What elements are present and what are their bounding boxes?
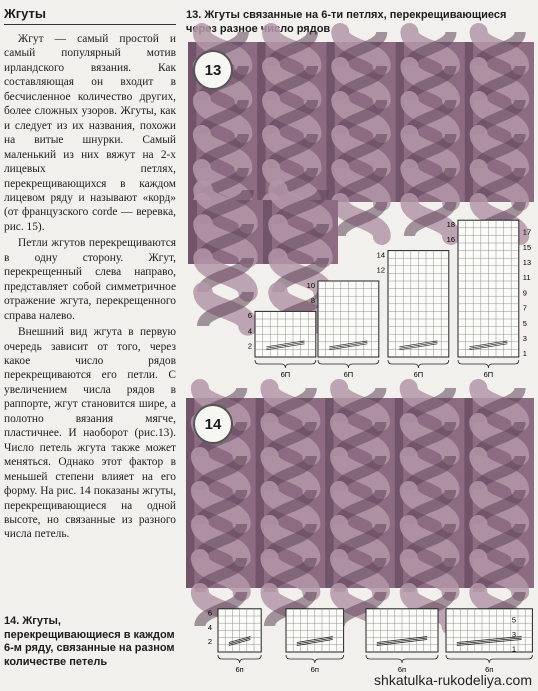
row-number: 1 bbox=[511, 644, 516, 654]
watermark: shkatulka-rukodeliya.com bbox=[374, 672, 532, 688]
row-number: 17 bbox=[522, 227, 532, 237]
stitch-chart bbox=[458, 220, 519, 357]
row-number: 7 bbox=[522, 303, 527, 313]
paragraph-1: Жгут — самый простой и самый популярный мотив ирландского вязания. Как составляющая он входит в бесчисленное количество других, более сложных узоров. Жгуты, как и следует из их названия, похожи на витые шнурки. Самый маленький из них вяжут на 2-х лицевых петлях, перекрещивающихся в каждом лицевом ряду и называют «корд» (от французского corde — веревка, рис. 15). bbox=[4, 33, 176, 233]
figure-13-charts bbox=[230, 215, 530, 385]
chart-brace bbox=[388, 360, 449, 379]
row-number: 3 bbox=[511, 630, 516, 639]
figure-13-badge: 13 bbox=[193, 50, 233, 90]
chart-label: 6п bbox=[235, 665, 244, 674]
stitch-chart bbox=[318, 281, 379, 357]
figure-14-photo bbox=[186, 398, 534, 588]
section-heading: Жгуты bbox=[4, 6, 176, 25]
paragraph-2: Петли жгутов перекрещиваются в одну сторону. Жгут, перекрещенный слева направо, представляет собой симметричное отражение жгута, перекрещенного справа налево. bbox=[4, 237, 176, 322]
chart-label: 6П bbox=[413, 370, 424, 379]
figure-13-caption: 13. Жгуты связанные на 6-ти петлях, перекрещивающиеся через разное число рядов bbox=[186, 9, 507, 35]
row-number: 4 bbox=[207, 622, 212, 632]
row-number: 18 bbox=[446, 220, 455, 229]
chart-label: 6П bbox=[343, 370, 354, 379]
chart-brace bbox=[318, 360, 379, 379]
row-number: 10 bbox=[306, 280, 315, 290]
figure-14-caption: 14. Жгуты, перекрещивающиеся в каждом 6-м ряду, связанные на разном количестве петель bbox=[4, 615, 175, 668]
chart-brace bbox=[255, 360, 316, 379]
stitch-chart bbox=[255, 311, 316, 357]
row-number: 13 bbox=[522, 258, 532, 267]
row-number: 8 bbox=[310, 296, 315, 305]
chart-label: 6п bbox=[485, 665, 494, 674]
row-number: 1 bbox=[522, 349, 527, 359]
row-number: 6 bbox=[207, 608, 212, 618]
row-number: 4 bbox=[247, 326, 252, 336]
chart-brace bbox=[286, 655, 344, 674]
stitch-chart bbox=[366, 609, 438, 652]
row-number: 15 bbox=[522, 242, 532, 252]
chart-brace bbox=[458, 360, 519, 379]
row-number: 9 bbox=[522, 288, 527, 298]
row-number: 5 bbox=[511, 615, 516, 625]
chart-label: 6П bbox=[280, 370, 291, 379]
body-text bbox=[4, 32, 176, 544]
row-number: 16 bbox=[446, 235, 455, 245]
chart-label: 6п bbox=[310, 665, 319, 674]
row-number: 14 bbox=[376, 250, 385, 260]
row-number: 6 bbox=[247, 311, 252, 321]
row-number: 11 bbox=[522, 273, 531, 283]
row-number: 2 bbox=[247, 341, 252, 351]
knit-texture bbox=[188, 42, 534, 202]
chart-label: 6п bbox=[397, 665, 407, 674]
stitch-chart bbox=[286, 609, 344, 652]
row-number: 2 bbox=[207, 637, 212, 647]
figure-13-photo bbox=[188, 42, 534, 202]
paragraph-3: Внешний вид жгута в первую очередь зависит от того, через какое число рядов перекрещиваются его петли. С увеличением числа рядов в раппорте, жгут становится шире, а полотно вязания мягче, пластичнее. И наоборот (рис.13). Число петель жгута также может меняться. Однако этот фактор в меньшей степени влияет на его форму. На рис. 14 показаны жгуты, перекрещивающиеся на одной высоте, но связанные из разного числа петель. bbox=[4, 326, 176, 541]
row-number: 12 bbox=[376, 265, 385, 275]
knit-texture bbox=[186, 398, 534, 588]
stitch-chart bbox=[446, 609, 532, 652]
chart-brace bbox=[218, 655, 261, 674]
row-number: 3 bbox=[522, 334, 527, 343]
stitch-chart bbox=[388, 251, 449, 357]
row-number: 5 bbox=[522, 318, 527, 328]
chart-label: 6П bbox=[483, 370, 494, 379]
figure-14-badge: 14 bbox=[193, 404, 233, 444]
figure-14-charts bbox=[190, 600, 520, 675]
stitch-chart bbox=[218, 609, 261, 652]
